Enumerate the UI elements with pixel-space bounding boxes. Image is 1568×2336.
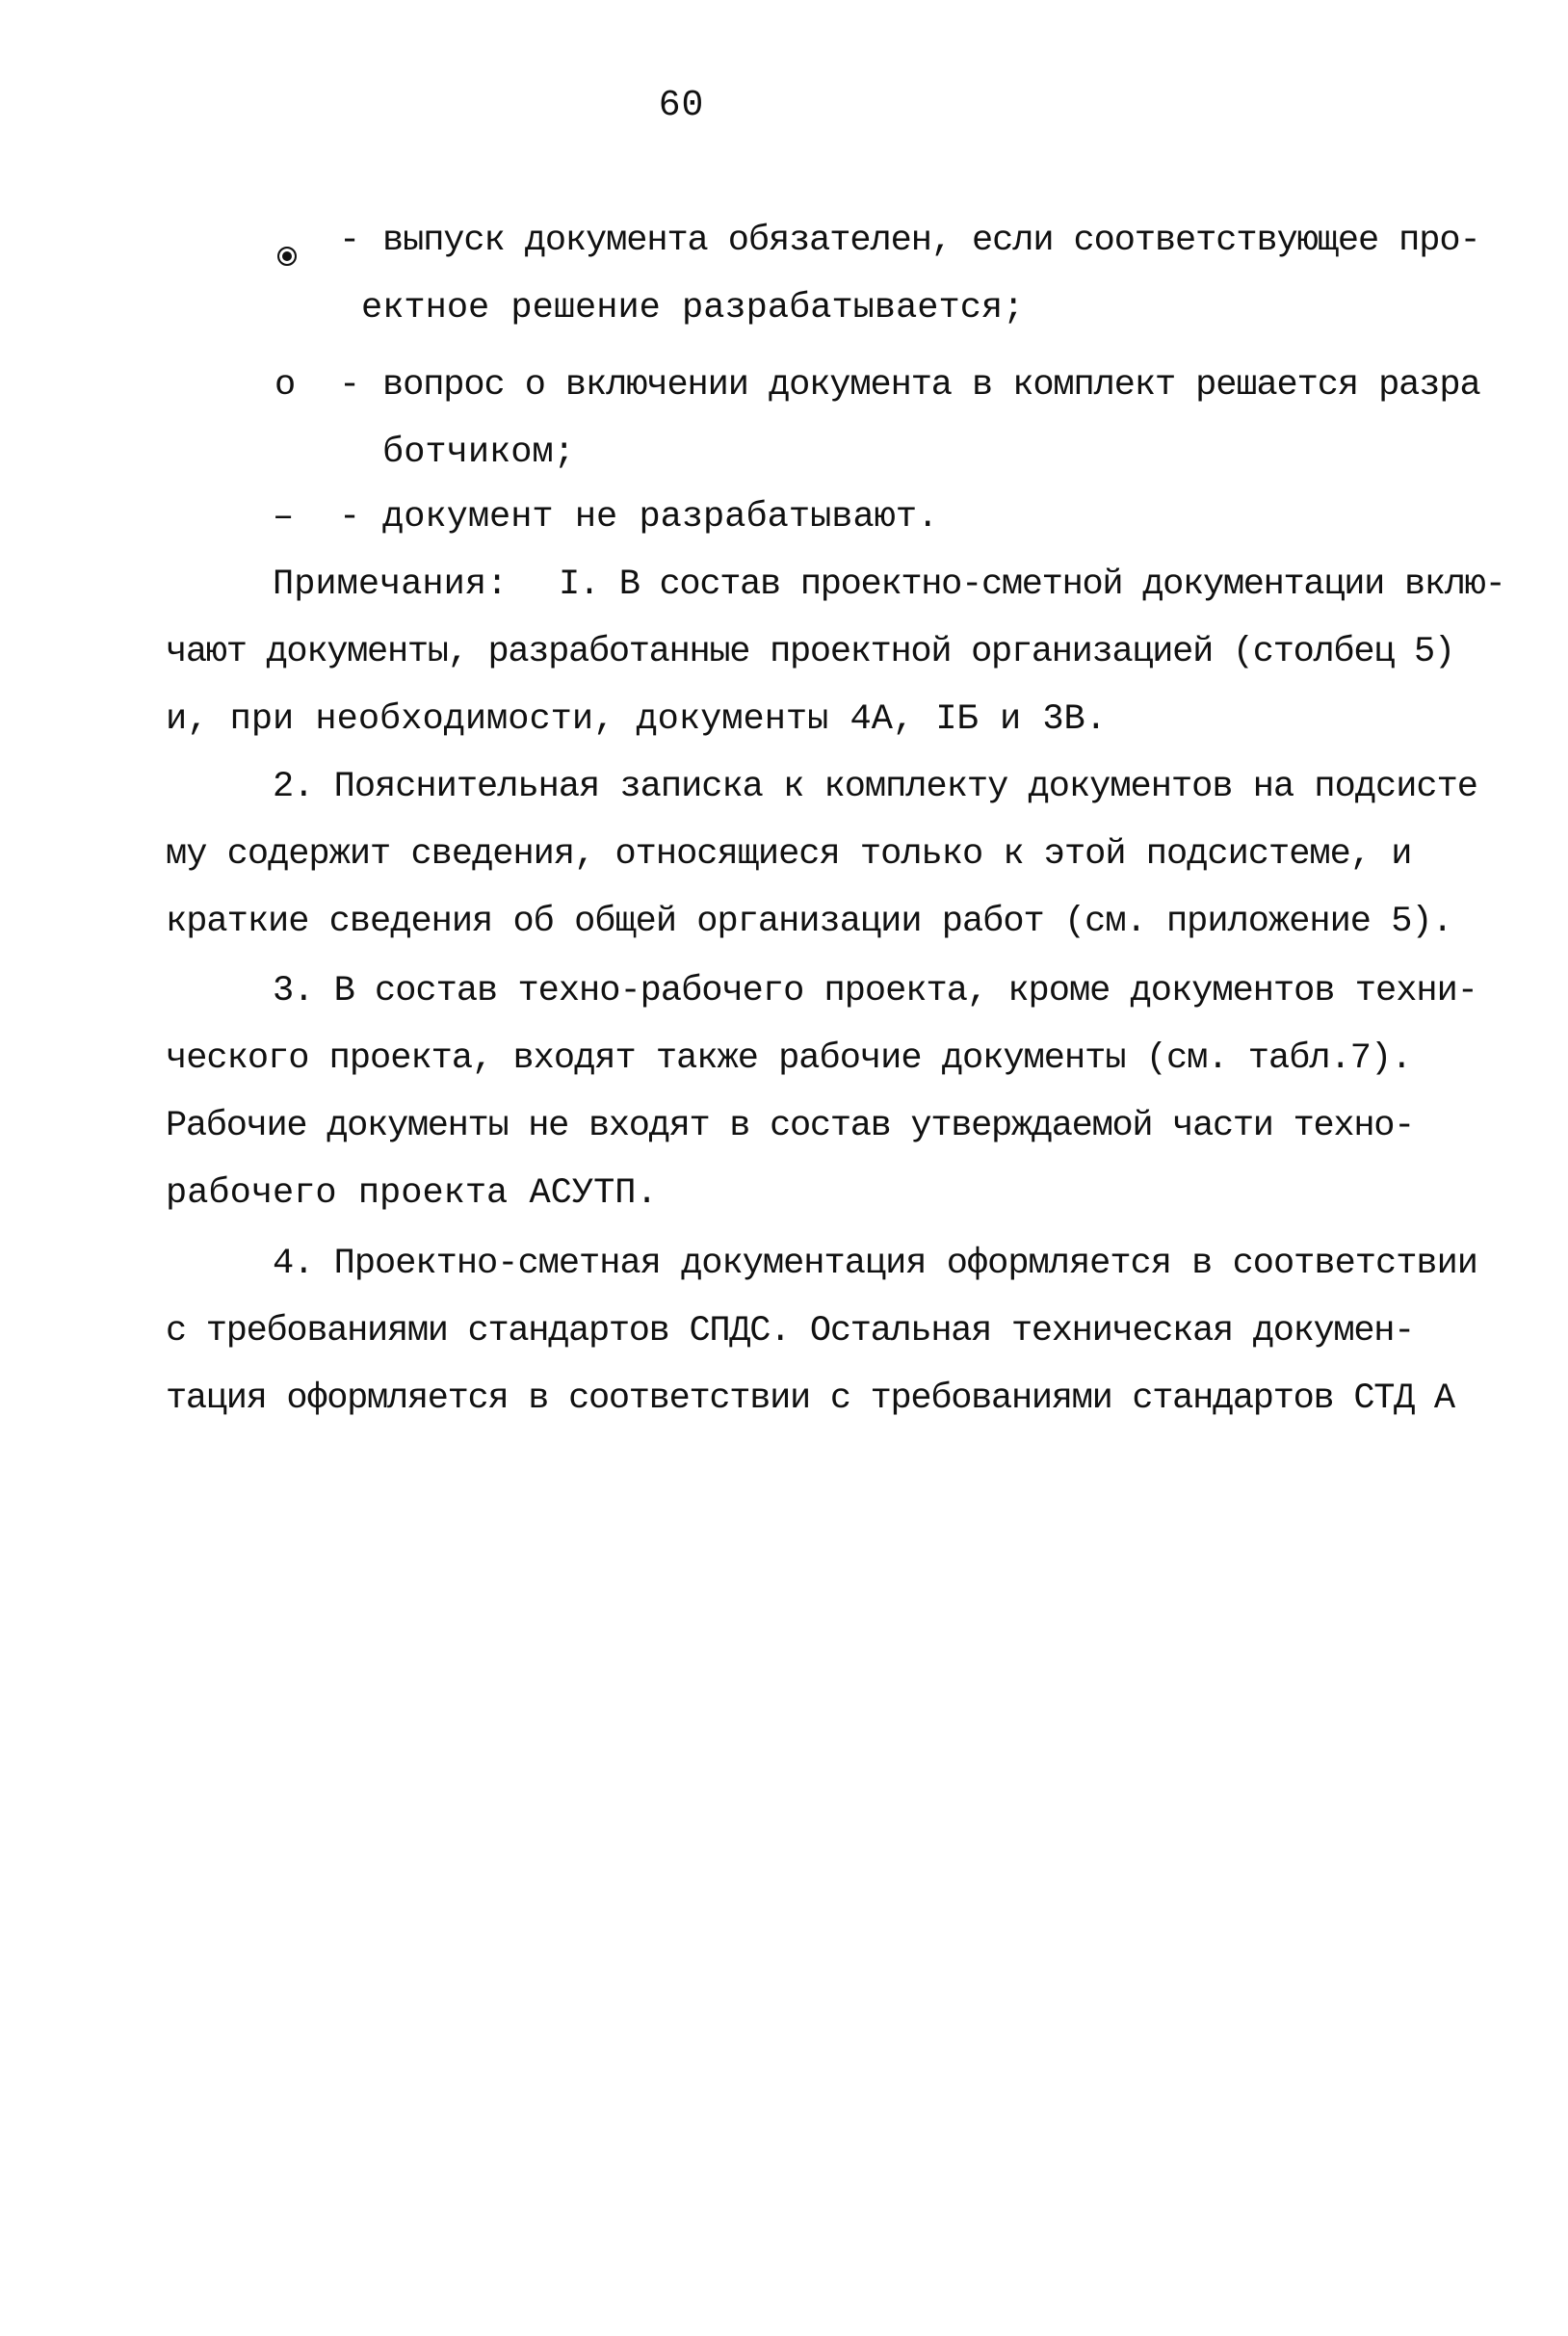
note-text-line: 2. Пояснительная записка к комплекту документов на подсисте [273, 767, 1478, 807]
note-text-line: и, при необходимости, документы 4А, IБ и 3В. [166, 699, 1107, 740]
legend-symbol: – [273, 497, 295, 538]
note-text-line: 4. Проектно-сметная документация оформляется в соответствии [273, 1244, 1478, 1284]
legend-dash: - [339, 221, 361, 261]
note-text-line: I. В состав проектно-сметной документации вклю- [559, 564, 1505, 605]
note-text-line: ческого проекта, входят также рабочие документы (см. табл.7). [166, 1038, 1412, 1079]
notes-heading: Примечания: [273, 564, 509, 605]
legend-text-line: выпуск документа обязателен, если соответствующее про- [382, 221, 1480, 261]
filled-circle-icon [277, 247, 297, 266]
note-text-line: рабочего проекта АСУТП. [166, 1173, 658, 1214]
legend-text-line: ботчиком; [382, 433, 575, 473]
note-text-line: чают документы, разработанные проектной организацией (столбец 5) [166, 632, 1454, 672]
note-text-line: с требованиями стандартов СПДС. Остальная техническая докумен- [166, 1311, 1415, 1352]
legend-text-line: документ не разрабатывают. [382, 497, 939, 538]
legend-dash: - [339, 365, 361, 406]
legend-text-line: ектное решение разрабатывается; [361, 288, 1025, 328]
note-text-line: му содержит сведения, относящиеся только к этой подсистеме, и [166, 834, 1412, 875]
note-text-line: Рабочие документы не входят в состав утверждаемой части техно- [166, 1106, 1415, 1146]
legend-symbol: o [274, 365, 297, 406]
note-text-line: 3. В состав техно-рабочего проекта, кроме документов техни- [273, 971, 1478, 1011]
note-text-line: тация оформляется в соответствии с требованиями стандартов СТД А [166, 1378, 1454, 1419]
legend-text-line: вопрос о включении документа в комплект решается разра [382, 365, 1480, 406]
legend-dash: - [339, 497, 361, 538]
note-text-line: краткие сведения об общей организации работ (см. приложение 5). [166, 902, 1452, 942]
page-number: 60 [658, 85, 705, 126]
